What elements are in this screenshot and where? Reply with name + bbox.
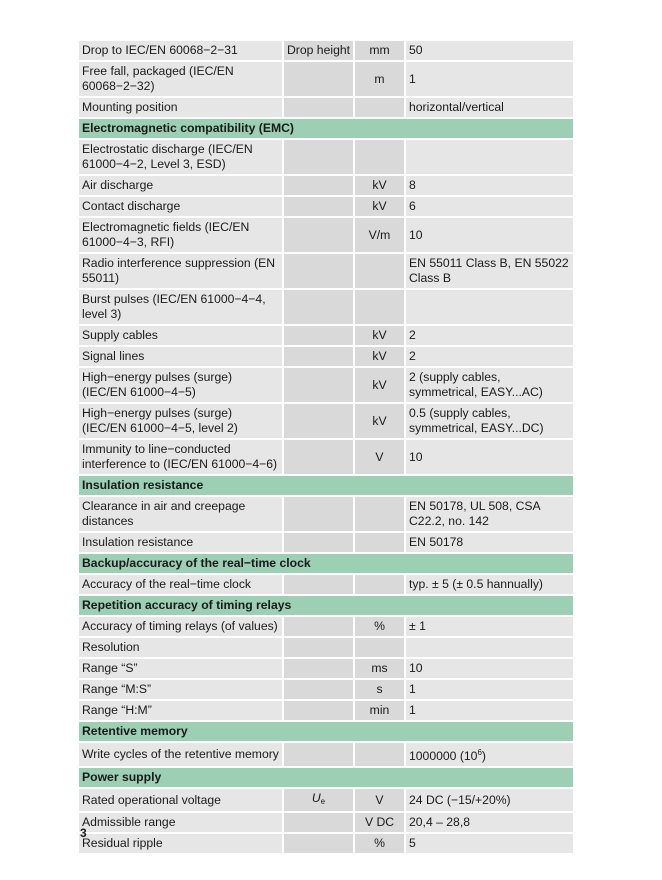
unit-cell: kV xyxy=(355,176,406,195)
symbol-cell xyxy=(284,834,355,853)
unit-cell: kV xyxy=(355,368,406,402)
section-title: Retentive memory xyxy=(79,722,573,741)
spec-row xyxy=(79,404,573,438)
param-cell: Mounting position xyxy=(79,98,284,117)
spec-row xyxy=(79,290,573,324)
value-cell: horizontal/vertical xyxy=(406,98,573,117)
value-superscript: 6 xyxy=(477,748,482,757)
spec-row xyxy=(79,98,573,117)
value-cell: 2 (supply cables, symmetrical, EASY...AC) xyxy=(406,368,573,402)
spec-row xyxy=(79,789,573,811)
unit-cell xyxy=(355,743,406,766)
symbol-cell xyxy=(284,290,355,324)
value-cell: EN 55011 Class B, EN 55022 Class B xyxy=(406,254,573,288)
param-cell: Admissible range xyxy=(79,813,284,832)
symbol-cell: Drop height xyxy=(284,41,355,60)
value-cell: 24 DC (−15/+20%) xyxy=(406,789,573,811)
symbol-cell xyxy=(284,440,355,474)
param-cell: Electromagnetic fields (IEC/EN 61000−4−3, RFI) xyxy=(79,218,284,252)
value-cell: 8 xyxy=(406,176,573,195)
spec-row xyxy=(79,834,573,853)
section-title: Insulation resistance xyxy=(79,476,573,495)
spec-row xyxy=(79,743,573,766)
section-header-row xyxy=(79,476,573,495)
spec-row xyxy=(79,347,573,366)
spec-row xyxy=(79,197,573,216)
spec-table xyxy=(79,39,573,855)
value-cell: EN 50178, UL 508, CSA C22.2, no. 142 xyxy=(406,497,573,531)
value-cell: 5 xyxy=(406,834,573,853)
value-cell xyxy=(406,638,573,657)
unit-cell: % xyxy=(355,617,406,636)
unit-cell: min xyxy=(355,701,406,720)
unit-cell: kV xyxy=(355,347,406,366)
param-cell: Residual ripple xyxy=(79,834,284,853)
symbol-cell xyxy=(284,617,355,636)
unit-cell: V xyxy=(355,789,406,811)
symbol-cell xyxy=(284,218,355,252)
param-cell: Free fall, packaged (IEC/EN 60068−2−32) xyxy=(79,62,284,96)
param-cell: Resolution xyxy=(79,638,284,657)
param-cell: High−energy pulses (surge) (IEC/EN 61000−4−5) xyxy=(79,368,284,402)
unit-cell: kV xyxy=(355,197,406,216)
symbol-cell xyxy=(284,62,355,96)
param-cell: Immunity to line−conducted interference to (IEC/EN 61000−4−6) xyxy=(79,440,284,474)
param-cell: Radio interference suppression (EN 55011) xyxy=(79,254,284,288)
spec-row xyxy=(79,533,573,552)
unit-cell: kV xyxy=(355,404,406,438)
param-cell: Air discharge xyxy=(79,176,284,195)
param-cell: Clearance in air and creepage distances xyxy=(79,497,284,531)
spec-row xyxy=(79,638,573,657)
value-cell: 1 xyxy=(406,62,573,96)
unit-cell xyxy=(355,497,406,531)
param-cell: Signal lines xyxy=(79,347,284,366)
section-title: Power supply xyxy=(79,768,573,787)
symbol-cell xyxy=(284,326,355,345)
section-header-row xyxy=(79,554,573,573)
spec-row xyxy=(79,680,573,699)
symbol-cell xyxy=(284,743,355,766)
value-cell: 1 xyxy=(406,701,573,720)
param-cell: Rated operational voltage xyxy=(79,789,284,811)
page-number: 3 xyxy=(80,826,87,840)
unit-cell xyxy=(355,575,406,594)
param-cell: Range “H:M” xyxy=(79,701,284,720)
value-cell xyxy=(406,290,573,324)
param-cell: Write cycles of the retentive memory xyxy=(79,743,284,766)
symbol-subscript: e xyxy=(320,797,326,806)
unit-cell xyxy=(355,254,406,288)
unit-cell: V DC xyxy=(355,813,406,832)
value-cell: 0.5 (supply cables, symmetrical, EASY...DC) xyxy=(406,404,573,438)
unit-cell: ms xyxy=(355,659,406,678)
param-cell: Drop to IEC/EN 60068−2−31 xyxy=(79,41,284,60)
section-title: Repetition accuracy of timing relays xyxy=(79,596,573,615)
symbol-cell xyxy=(284,638,355,657)
value-cell: 2 xyxy=(406,326,573,345)
spec-row xyxy=(79,575,573,594)
symbol-cell xyxy=(284,368,355,402)
unit-cell xyxy=(355,638,406,657)
symbol-cell xyxy=(284,497,355,531)
section-title: Electromagnetic compatibility (EMC) xyxy=(79,119,573,138)
symbol-cell xyxy=(284,404,355,438)
param-cell: Contact discharge xyxy=(79,197,284,216)
symbol-cell xyxy=(284,254,355,288)
symbol-cell xyxy=(284,813,355,832)
symbol-cell xyxy=(284,533,355,552)
section-header-row xyxy=(79,119,573,138)
spec-row xyxy=(79,813,573,832)
unit-cell: s xyxy=(355,680,406,699)
symbol-cell xyxy=(284,680,355,699)
value-cell: ± 1 xyxy=(406,617,573,636)
symbol-cell xyxy=(284,701,355,720)
symbol-main: U xyxy=(311,791,321,805)
unit-cell xyxy=(355,98,406,117)
value-cell xyxy=(406,743,573,766)
section-header-row xyxy=(79,596,573,615)
spec-row xyxy=(79,368,573,402)
param-cell: Burst pulses (IEC/EN 61000−4−4, level 3) xyxy=(79,290,284,324)
value-cell: 10 xyxy=(406,218,573,252)
param-cell: Accuracy of the real−time clock xyxy=(79,575,284,594)
spec-row xyxy=(79,701,573,720)
value-text: 1000000 (10 xyxy=(409,749,478,763)
symbol-cell xyxy=(284,140,355,174)
value-tail: ) xyxy=(481,749,486,763)
spec-table-body xyxy=(79,41,573,853)
spec-row xyxy=(79,617,573,636)
section-header-row xyxy=(79,768,573,787)
value-cell: EN 50178 xyxy=(406,533,573,552)
spec-row xyxy=(79,254,573,288)
symbol-cell xyxy=(284,197,355,216)
param-cell: Electrostatic discharge (IEC/EN 61000−4−2, Level 3, ESD) xyxy=(79,140,284,174)
value-cell: typ. ± 5 (± 0.5 hannually) xyxy=(406,575,573,594)
param-cell: High−energy pulses (surge) (IEC/EN 61000−4−5, level 2) xyxy=(79,404,284,438)
unit-cell: m xyxy=(355,62,406,96)
value-cell: 50 xyxy=(406,41,573,60)
value-cell: 20,4 – 28,8 xyxy=(406,813,573,832)
spec-row xyxy=(79,659,573,678)
unit-cell xyxy=(355,290,406,324)
symbol-cell xyxy=(284,789,355,811)
unit-cell: V/m xyxy=(355,218,406,252)
section-header-row xyxy=(79,722,573,741)
spec-row xyxy=(79,218,573,252)
spec-row xyxy=(79,140,573,174)
unit-cell xyxy=(355,533,406,552)
unit-cell xyxy=(355,140,406,174)
symbol-cell xyxy=(284,659,355,678)
symbol-cell xyxy=(284,98,355,117)
spec-row xyxy=(79,176,573,195)
symbol-cell xyxy=(284,575,355,594)
value-cell: 6 xyxy=(406,197,573,216)
value-cell: 10 xyxy=(406,440,573,474)
param-cell: Insulation resistance xyxy=(79,533,284,552)
section-title: Backup/accuracy of the real−time clock xyxy=(79,554,573,573)
value-cell xyxy=(406,140,573,174)
symbol-cell xyxy=(284,176,355,195)
unit-cell: V xyxy=(355,440,406,474)
param-cell: Accuracy of timing relays (of values) xyxy=(79,617,284,636)
value-cell: 1 xyxy=(406,680,573,699)
spec-row xyxy=(79,62,573,96)
spec-row xyxy=(79,497,573,531)
param-cell: Range “M:S” xyxy=(79,680,284,699)
unit-cell: kV xyxy=(355,326,406,345)
unit-cell: % xyxy=(355,834,406,853)
value-cell: 2 xyxy=(406,347,573,366)
value-cell: 10 xyxy=(406,659,573,678)
param-cell: Range “S” xyxy=(79,659,284,678)
spec-row xyxy=(79,440,573,474)
unit-cell: mm xyxy=(355,41,406,60)
spec-row xyxy=(79,41,573,60)
symbol-cell xyxy=(284,347,355,366)
param-cell: Supply cables xyxy=(79,326,284,345)
spec-row xyxy=(79,326,573,345)
